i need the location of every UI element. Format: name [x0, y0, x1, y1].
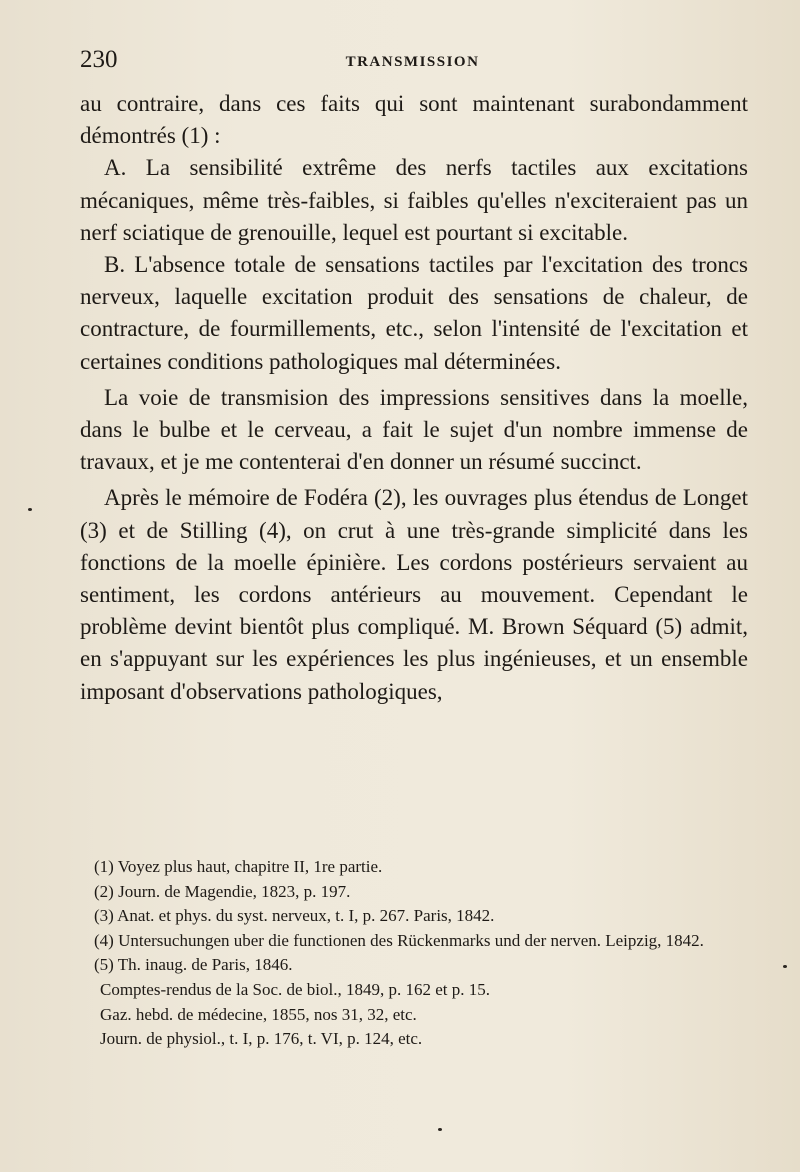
footnote-1: (1) Voyez plus haut, chapitre II, 1re partie.	[94, 857, 383, 876]
footnote-4: (4) Untersuchungen uber die functionen des Rückenmarks und der nerven. Leipzig, 1842.	[94, 930, 704, 950]
footnotes	[80, 855, 748, 1052]
footnote-3: (3) Anat. et phys. du syst. nerveux, t. I, p. 267. Paris, 1842.	[94, 906, 495, 926]
page-number: 230	[80, 46, 118, 73]
running-title: TRANSMISSION	[345, 54, 480, 70]
footnote-2: (2) Journ. de Magendie, 1823, p. 197.	[94, 881, 351, 901]
paragraph-history: Après le mémoire de Fodéra (2), les ouvrages plus étendus de Longet (3) et de Stilling (4), on crut à une très-grande simplicité dans les fonctions de la moelle épinière. Les cordons postérieurs servaient au sentiment, les cordons antérieurs au mouvement. Cependant le problème devint bientôt plus compliqué. M. Brown Séquard (5) admit, en s'appuyant sur les expériences les plus ingénieuses, et un ensemble imposant d'observations pathologiques,	[80, 485, 748, 704]
footnote-5-ref-comptes-rendus: Comptes-rendus de la Soc. de biol., 1849, p. 162 et p. 15.	[100, 979, 491, 999]
page-header	[80, 46, 745, 76]
paragraph-a: A. La sensibilité extrême des nerfs tactiles aux excitations mécaniques, même très-faibles, si faibles qu'elles n'exciteraient pas un nerf sciatique de grenouille, lequel est pourtant si excitable.	[80, 155, 748, 245]
paragraph-b: B. L'absence totale de sensations tactiles par l'excitation des troncs nerveux, laquelle excitation produit des sensations de chaleur, de contracture, de fourmillements, etc., selon l'intensité de l'excitation et certaines conditions pathologiques mal déterminées.	[80, 252, 748, 374]
paragraph-intro: au contraire, dans ces faits qui sont maintenant surabondamment démontrés (1) :	[80, 91, 748, 149]
paragraph-transmission: La voie de transmision des impressions sensitives dans la moelle, dans le bulbe et le cerveau, a fait le sujet d'un nombre immense de travaux, et je me contenterai d'en donner un résumé succinct.	[80, 384, 748, 475]
footnote-5: (5) Th. inaug. de Paris, 1846.	[94, 955, 293, 975]
paper-speck	[783, 965, 787, 968]
main-text	[80, 88, 748, 708]
paper-speck	[438, 1128, 442, 1131]
footnote-5-ref-journal: Journ. de physiol., t. I, p. 176, t. VI, p. 124, etc.	[100, 1029, 423, 1049]
paper-speck	[28, 508, 32, 511]
footnote-5-ref-gazette: Gaz. hebd. de médecine, 1855, nos 31, 32, etc.	[100, 1004, 417, 1024]
